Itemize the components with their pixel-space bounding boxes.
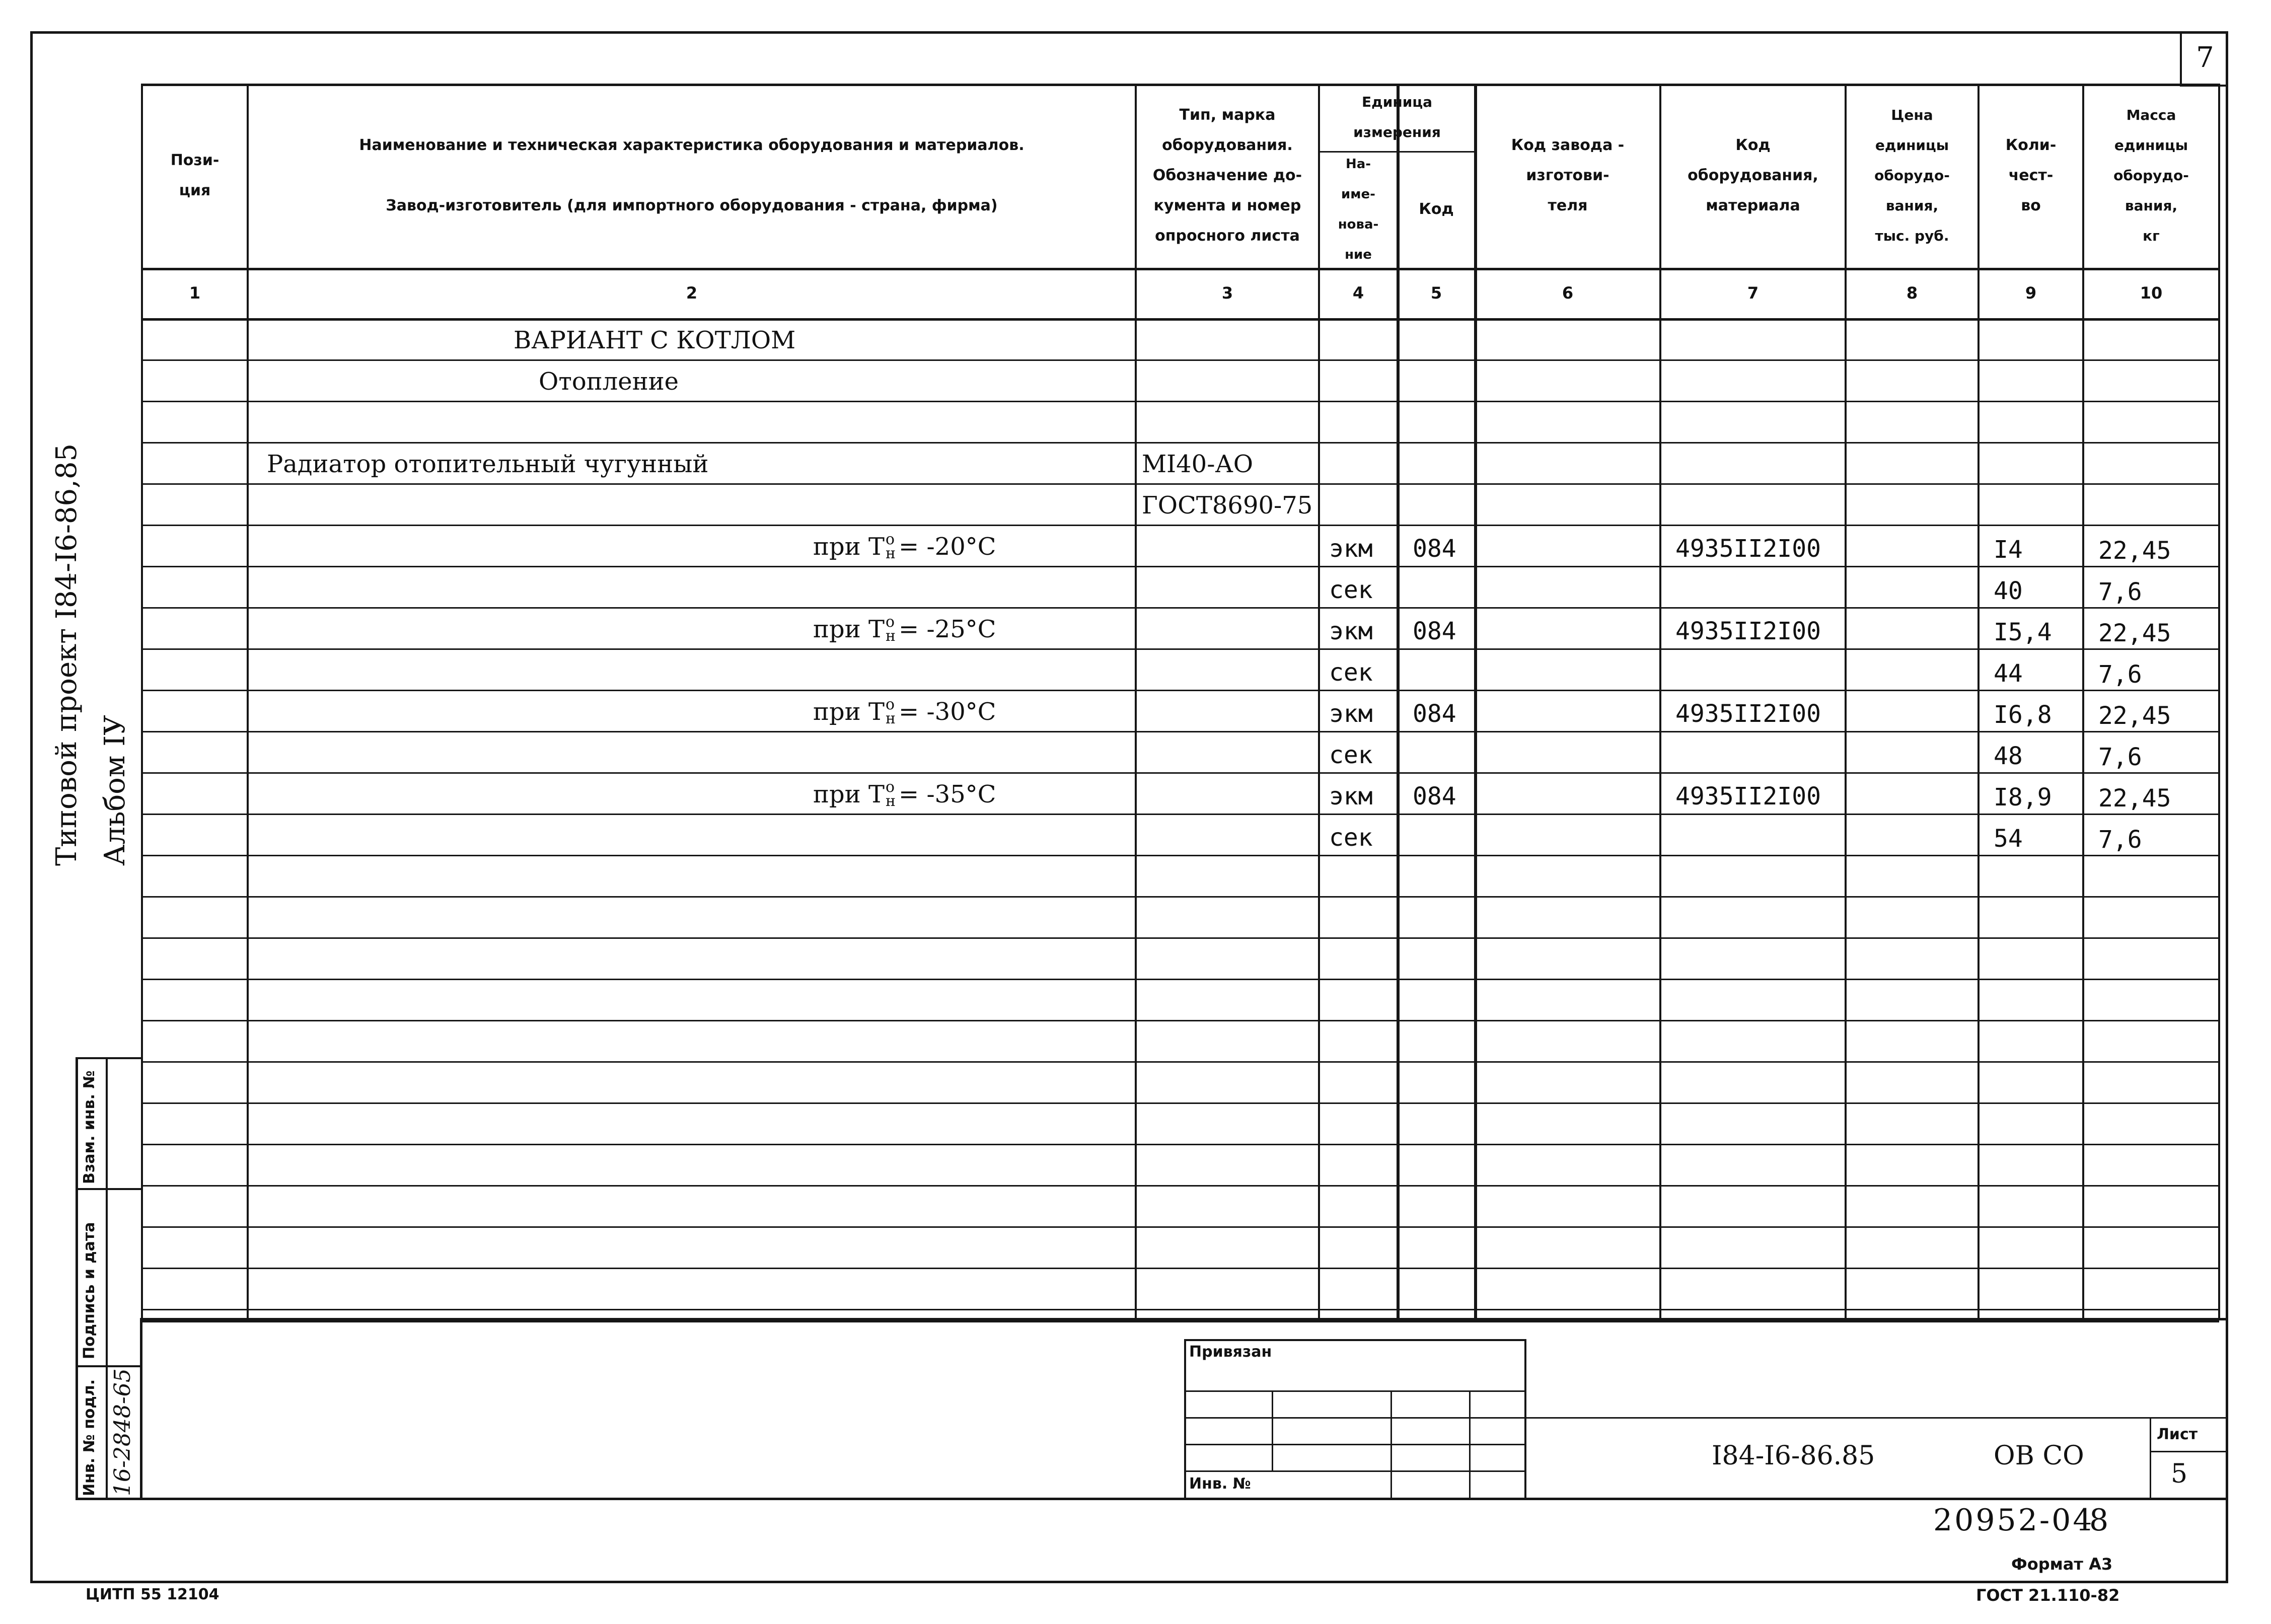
column-number-7: 7 [1747,283,1759,303]
unit-mass: 7,6 [2098,660,2142,689]
row-line [142,401,2219,402]
unit-mass: 22,45 [2098,537,2171,565]
temp-superscript: о [885,613,895,631]
unit-name: экм [1329,700,1373,728]
quantity: 40 [1994,577,2023,605]
header-position: Пози- ция [170,152,219,199]
inv-orig-label: Инв. № подл. [81,1379,98,1496]
bound-box-row3 [1184,1444,1526,1445]
condition-prefix: при Т [813,615,885,643]
designation-line [1526,1417,2226,1419]
condition-temperature: = -35 [898,780,966,808]
row-line [142,1061,2219,1063]
temp-superscript: о [885,531,895,548]
condition-temperature: = -20 [898,533,966,561]
bound-box-row1 [1184,1390,1526,1392]
condition-temperature: = -30 [898,698,966,726]
unit-code: 084 [1413,700,1456,728]
row-line [142,979,2219,980]
unit-name: сек [1329,741,1373,769]
quantity: I8,9 [1994,783,2052,811]
unit-mass: 7,6 [2098,743,2142,771]
corner-sheet-number: 7 [2196,41,2214,74]
quantity: 44 [1994,659,2023,688]
item-type: ГОСТ8690-75 [1142,491,1313,520]
condition-unit: °С [965,533,996,561]
bound-box-left [1184,1339,1186,1499]
temperature-condition [813,780,996,808]
condition-unit: °С [965,780,996,808]
header-quantity: Коли- чест- во [2005,136,2057,214]
item-name: Отопление [539,367,679,396]
condition-prefix: при Т [813,533,885,561]
unit-mass: 7,6 [2098,826,2142,854]
tb-top [140,1318,2226,1320]
bound-box-right [1524,1339,1526,1499]
header-unit-name: На- име- нова- ние [1338,157,1379,262]
sheet-number: 5 [2171,1459,2188,1489]
equipment-code: 4935II2I00 [1675,700,1821,728]
bound-box-col1 [1272,1390,1273,1471]
condition-unit: °С [965,615,996,643]
condition-prefix: при Т [813,780,885,808]
sheet-box-mid [2150,1451,2226,1452]
header-factory-code: Код завода - изготови- теля [1511,136,1625,214]
bound-label: Привязан [1189,1343,1272,1361]
row-line [142,814,2219,815]
temp-superscript: о [885,778,895,796]
unit-mass: 22,45 [2098,702,2171,730]
row-line [142,1309,2219,1310]
header-unit-code: Код [1419,200,1454,218]
column-number-1: 1 [189,283,201,303]
tb-frame-left [140,1318,142,1499]
row-line [142,937,2219,939]
gost-label: ГОСТ 21.110-82 [1976,1586,2120,1605]
header-type: Тип, марка оборудования. Обозначение до- кумента и номер опросного листа [1152,106,1302,245]
sheet-box-left [2150,1417,2151,1499]
header-name: Наименование и техническая характеристика оборудования и материалов. Завод-изготовитель (для импортного оборудования - страна, фирма) [359,136,1024,214]
stamp-suffix: 8 [2089,1503,2109,1538]
row-line [142,1185,2219,1187]
side-strip-mid [106,1057,108,1499]
unit-code: 084 [1413,782,1456,810]
column-number-5: 5 [1430,283,1442,303]
sign-date-label: Подпись и дата [81,1222,98,1359]
quantity: I6,8 [1994,701,2052,729]
row-line [142,442,2219,444]
row-line [142,525,2219,526]
header-mass: Масса единицы оборудо- вания, кг [2113,107,2189,244]
unit-code: 084 [1413,617,1456,645]
stamp-number: 20952-04 [1933,1503,2094,1538]
unit-name: сек [1329,824,1373,852]
unit-code: 084 [1413,535,1456,563]
quantity: I5,4 [1994,618,2052,646]
temperature-condition [813,698,996,726]
item-type: МI40-АО [1142,450,1254,478]
temp-subscript: н [885,710,896,727]
temp-subscript: н [885,545,896,562]
temperature-condition [813,615,996,643]
row-line [142,1226,2219,1228]
side-strip-div2 [76,1365,141,1367]
bound-box-top [1184,1339,1526,1341]
row-line [142,483,2219,485]
column-number-6: 6 [1562,283,1574,303]
corner-box-left [2180,31,2182,87]
frame-right [2226,31,2228,1583]
unit-name: экм [1329,535,1373,563]
equipment-code: 4935II2I00 [1675,617,1821,645]
quantity: 54 [1994,825,2023,853]
numbers-bottom-line [142,318,2219,321]
quantity: I4 [1994,536,2023,564]
row-line [142,1144,2219,1145]
header-equipment-code: Код оборудования, материала [1688,136,1818,214]
column-number-2: 2 [686,283,698,303]
frame-bottom [30,1581,2228,1583]
row-line [142,607,2219,609]
unit-name: сек [1329,658,1373,687]
condition-prefix: при Т [813,698,885,726]
row-line [142,1268,2219,1269]
row-line [142,731,2219,732]
row-line [142,566,2219,567]
sheet-label: Лист [2157,1426,2198,1443]
header-price: Цена единицы оборудо- вания, тыс. руб. [1874,107,1950,244]
document-section: ОВ СО [1994,1441,2084,1471]
column-number-8: 8 [1906,283,1918,303]
side-strip-left [76,1057,78,1499]
org-label: ЦИТП 55 12104 [86,1586,219,1603]
row-line [142,896,2219,898]
inv-replace-label: Взам. инв. № [81,1070,98,1184]
bound-box-col2 [1390,1390,1392,1498]
condition-temperature: = -25 [898,615,966,643]
equipment-code: 4935II2I00 [1675,782,1821,810]
column-number-10: 10 [2140,283,2163,303]
item-name: Радиатор отопительный чугунный [267,450,709,478]
column-number-4: 4 [1352,283,1364,303]
project-vertical-label: Типовой проект I84-I6-86,85 [50,443,83,866]
unit-mass: 7,6 [2098,578,2142,606]
frame-top [30,31,2228,34]
bound-box-row2 [1184,1417,1526,1419]
unit-mass: 22,45 [2098,619,2171,647]
column-number-9: 9 [2025,283,2037,303]
row-line [142,690,2219,691]
unit-name: экм [1329,617,1373,645]
document-designation: I84-I6-86.85 [1712,1441,1875,1471]
side-strip-div1 [76,1188,141,1190]
item-name: ВАРИАНТ С КОТЛОМ [514,326,796,354]
temp-subscript: н [885,627,896,645]
bound-box-row4 [1184,1470,1526,1472]
row-line [142,1020,2219,1021]
bound-box-col3 [1469,1390,1471,1498]
header-unit-group: Единица измерения [1353,94,1441,140]
unit-mass: 22,45 [2098,784,2171,813]
row-line [142,1102,2219,1104]
unit-name: сек [1329,576,1373,604]
quantity: 48 [1994,742,2023,770]
tb-bottom [76,1498,2226,1500]
row-line [142,772,2219,774]
temp-subscript: н [885,792,896,810]
album-vertical-label: Альбом IУ [99,715,131,866]
row-line [142,359,2219,361]
row-line [142,648,2219,650]
temperature-condition [813,533,996,561]
unit-name: экм [1329,782,1373,810]
condition-unit: °С [965,698,996,726]
inv-orig-value: 16-2848-65 [110,1368,135,1496]
frame-left [30,31,33,1583]
temp-superscript: о [885,696,895,713]
row-line [142,855,2219,856]
format-label: Формат А3 [2011,1555,2113,1574]
column-number-3: 3 [1221,283,1233,303]
side-strip-top [76,1057,141,1059]
equipment-code: 4935II2I00 [1675,535,1821,563]
inv-no-label: Инв. № [1189,1475,1251,1493]
